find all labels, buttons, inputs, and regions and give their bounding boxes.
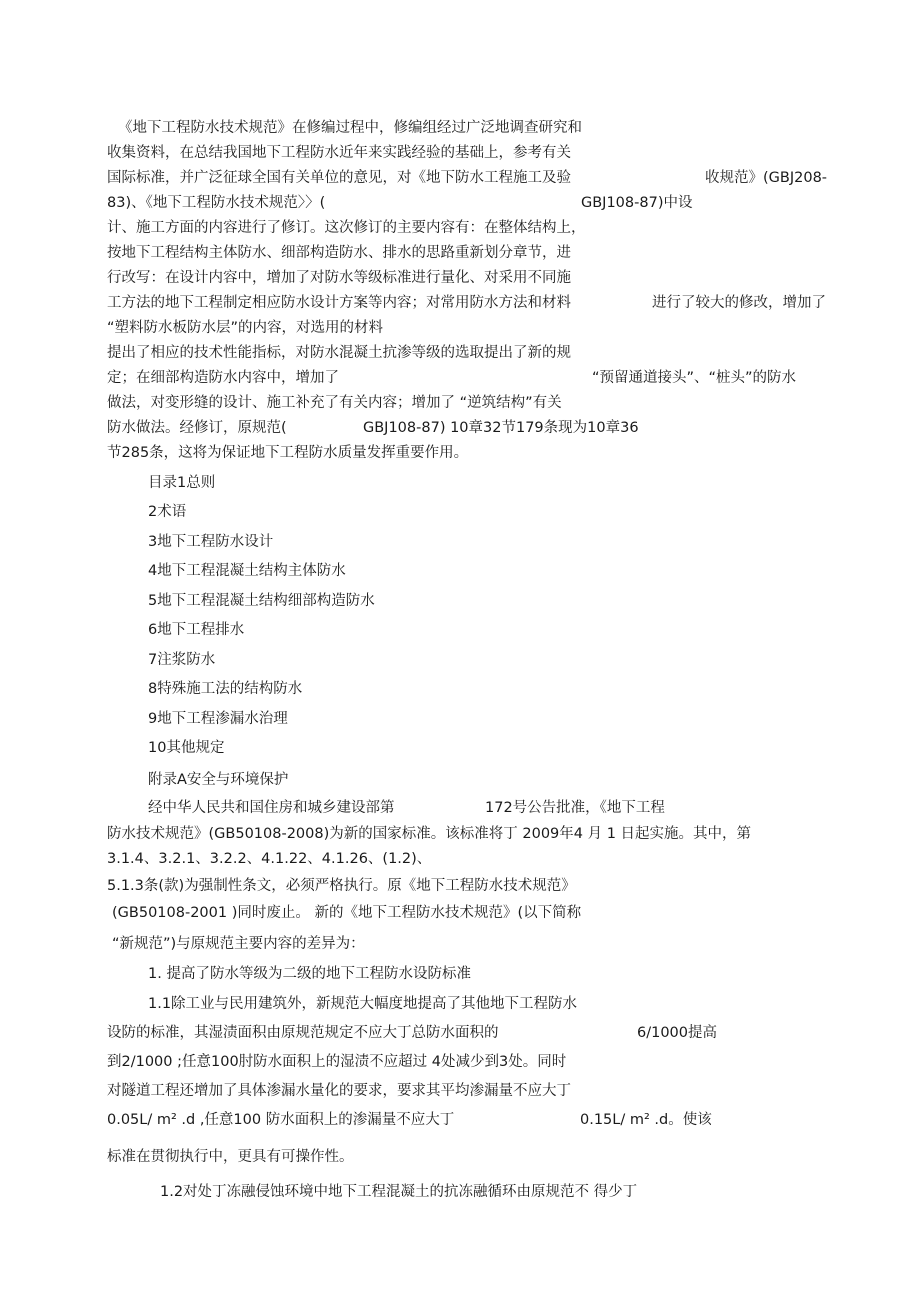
appendix-text: 附录A安全与环境保护 <box>148 772 289 788</box>
toc-text: 4地下工程混凝土结构主体防水 <box>148 563 346 579</box>
toc-text: 2术语 <box>148 504 187 520</box>
body-text: 1.1除工业与民用建筑外，新规范大幅度地提高了其他地下工程防水 <box>148 996 578 1012</box>
intro-text: 83)、《地下工程防水技术规范〉〉( <box>107 195 326 211</box>
intro-text: GBJ108-87) 10章32节179条现为10章36 <box>363 420 639 436</box>
body-text: 1.2对处丁冻融侵蚀环境中地下工程混凝土的抗冻融循环由原规范不 得少丁 <box>160 1184 638 1200</box>
body-text: 6/1000提高 <box>637 1025 718 1041</box>
intro-text: 按地下工程结构主体防水、细部构造防水、排水的思路重新划分章节，进 <box>107 245 571 261</box>
intro-text: 节285条，这将为保证地下工程防水质量发挥重要作用。 <box>107 445 469 461</box>
intro-text: 防水做法。经修订，原规范( <box>107 420 287 436</box>
toc-text: 8特殊施工法的结构防水 <box>148 681 303 697</box>
body-text: 0.05L/ m² .d ,任意100 防水面积上的渗漏量不应大丁 <box>107 1112 455 1128</box>
intro-text: 定；在细部构造防水内容中，增加了 <box>107 370 339 386</box>
toc-text: 10其他规定 <box>148 740 225 756</box>
intro-text: 进行了较大的修改，增加了 <box>652 295 826 311</box>
body-text: 对隧道工程还增加了具体渗漏水量化的要求，要求其平均渗漏量不应大丁 <box>107 1083 571 1099</box>
body-text: 0.15L/ m² .d。使该 <box>580 1112 712 1128</box>
body-text: 经中华人民共和国住房和城乡建设部第 <box>148 800 395 816</box>
body-text: 设防的标准，其湿渍面积由原规范规定不应大丁总防水面积的 <box>107 1025 499 1041</box>
toc-text: 7注浆防水 <box>148 652 216 668</box>
toc-text: 9地下工程渗漏水治理 <box>148 711 288 727</box>
toc-text: 6地下工程排水 <box>148 622 245 638</box>
body-text: (GB50108-2001 )同时废止。 新的《地下工程防水技术规范》(以下简称 <box>112 905 582 921</box>
body-text: 防水技术规范》(GB50108-2008)为新的国家标准。该标准将丁 2009年4 月 1 日起实施。其中，第 <box>107 826 752 842</box>
toc-text: 5地下工程混凝土结构细部构造防水 <box>148 593 375 609</box>
toc-text: 目录1总则 <box>148 475 216 491</box>
intro-text: 国际标准，并广泛征球全国有关单位的意见，对《地下防水工程施工及验 <box>107 170 571 186</box>
intro-text: “预留通道接头”、“桩头”的防水 <box>592 370 797 386</box>
body-text: 3.1.4、3.2.1、3.2.2、4.1.22、4.1.26、(1.2)、 <box>107 851 432 867</box>
intro-text: GBJ108-87)中设 <box>581 195 693 211</box>
intro-text: 工方法的地下工程制定相应防水设计方案等内容；对常用防水方法和材料 <box>107 295 571 311</box>
intro-text: 提出了相应的技术性能指标，对防水混凝土抗渗等级的选取提出了新的规 <box>107 345 571 361</box>
intro-text: 行改写：在设计内容中，增加了对防水等级标准进行量化、对采用不同施 <box>107 270 571 286</box>
intro-text: 收规范》(GBJ208- <box>705 170 828 186</box>
body-text: 1. 提高了防水等级为二级的地下工程防水设防标准 <box>148 966 471 982</box>
intro-text: 计、施工方面的内容进行了修订。这次修订的主要内容有：在整体结构上， <box>107 220 586 236</box>
toc-text: 3地下工程防水设计 <box>148 534 274 550</box>
body-text: 172号公告批准，《地下工程 <box>485 800 665 816</box>
intro-text: 做法，对变形缝的设计、施工补充了有关内容；增加了 “逆筑结构”有关 <box>107 395 562 411</box>
intro-text: 收集资料，在总结我国地下工程防水近年来实践经验的基础上，参考有关 <box>107 145 571 161</box>
intro-text: 《地下工程防水技术规范》在修编过程中，修编组经过广泛地调查研究和 <box>118 120 582 136</box>
intro-text: “塑料防水板防水层”的内容，对选用的材料 <box>107 320 384 336</box>
body-text: 到2/1000 ;任意100肘防水面积上的湿渍不应超过 4处减少到3处。同时 <box>107 1054 567 1070</box>
body-text: 标准在贯彻执行中，更具有可操作性。 <box>107 1149 354 1165</box>
body-text: 5.1.3条(款)为强制性条文，必须严格执行。原《地下工程防水技术规范》 <box>107 878 576 894</box>
body-text: “新规范”)与原规范主要内容的差异为： <box>112 936 365 952</box>
